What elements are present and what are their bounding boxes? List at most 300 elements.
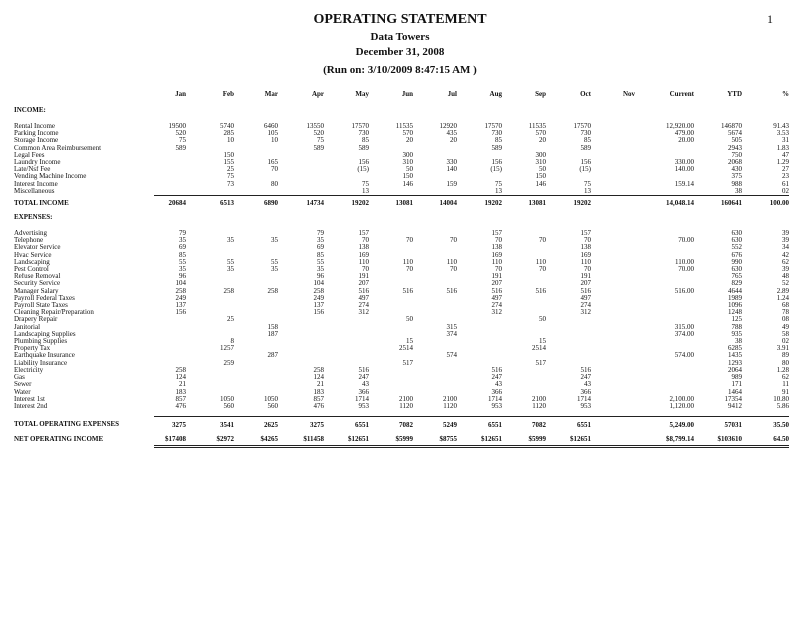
value-cell: 75 <box>227 173 234 181</box>
empty-cell <box>694 212 742 224</box>
value-cell: 11 <box>782 381 789 389</box>
value-cell: 02 <box>782 338 789 346</box>
expense-row <box>14 331 789 338</box>
value-cell: 1120 <box>399 402 413 410</box>
value-cell: 520 <box>175 130 186 138</box>
value-cell: 6551 <box>457 417 502 434</box>
value-cell: 52 <box>782 280 789 288</box>
value-cell: 20684 <box>154 196 186 213</box>
value-cell <box>635 316 694 323</box>
value-cell <box>591 316 635 323</box>
value-cell: 35 <box>227 266 234 274</box>
value-cell <box>186 252 234 259</box>
value-cell: 516 <box>491 287 502 295</box>
value-cell: 146870 <box>721 123 742 130</box>
value-cell <box>591 166 635 173</box>
column-header-row <box>14 91 789 105</box>
column-header: Current <box>669 91 694 98</box>
value-cell <box>591 280 635 287</box>
value-cell: 35 <box>271 266 278 274</box>
value-cell: 1120 <box>443 402 457 410</box>
value-cell <box>546 352 591 359</box>
value-cell: 12,920.00 <box>666 123 694 130</box>
value-cell: 21 <box>179 381 186 389</box>
value-cell: 5249 <box>413 417 457 434</box>
value-cell: 5,249.00 <box>635 417 694 434</box>
value-cell <box>186 374 234 381</box>
value-cell: 125 <box>731 316 742 324</box>
row-label: Legal Fees <box>14 151 45 159</box>
net-operating-income-row <box>14 433 789 447</box>
column-header: Aug <box>489 91 502 98</box>
value-cell: 155 <box>223 159 234 167</box>
column-header: May <box>355 91 369 98</box>
value-cell <box>234 374 278 381</box>
value-cell <box>278 316 324 323</box>
row-label: Landscaping Supplies <box>14 330 76 338</box>
row-label: TOTAL OPERATING EXPENSES <box>14 420 120 429</box>
value-cell: 137 <box>313 302 324 310</box>
empty-cell <box>278 105 324 117</box>
value-cell <box>413 188 457 196</box>
row-label: Cleaning Repair/Preparation <box>14 309 94 317</box>
value-cell <box>591 374 635 381</box>
value-cell: 570 <box>402 130 413 138</box>
empty-cell <box>324 105 369 117</box>
value-cell: 191 <box>358 273 369 281</box>
column-header: Sep <box>535 91 546 98</box>
value-cell <box>154 324 186 331</box>
value-cell: 258 <box>267 287 278 295</box>
expense-row <box>14 338 789 345</box>
empty-cell <box>742 212 789 224</box>
value-cell <box>635 152 694 159</box>
value-cell: 3.53 <box>776 130 789 138</box>
value-cell: 20 <box>406 137 413 145</box>
income-row <box>14 137 789 144</box>
value-cell: 39 <box>782 237 789 245</box>
value-cell <box>457 152 502 159</box>
row-label: Manager Salary <box>14 287 59 295</box>
value-cell <box>369 244 413 251</box>
expense-row <box>14 345 789 352</box>
value-cell <box>502 295 546 302</box>
value-cell: 110 <box>402 258 413 266</box>
value-cell: 516 <box>358 366 369 374</box>
value-cell: 315.00 <box>674 323 694 331</box>
row-label: Pest Control <box>14 266 49 274</box>
value-cell <box>457 345 502 352</box>
value-cell: 138 <box>580 244 591 252</box>
expense-row <box>14 230 789 237</box>
value-cell: 374 <box>446 330 457 338</box>
value-cell: 829 <box>731 280 742 288</box>
total-expenses-row <box>14 417 789 434</box>
row-label: Earthquake Insurance <box>14 352 75 360</box>
value-cell <box>154 338 186 345</box>
value-cell: 1.29 <box>776 159 789 167</box>
expense-row <box>14 302 789 309</box>
value-cell <box>635 309 694 316</box>
value-cell: 110 <box>491 258 502 266</box>
empty-cell <box>546 212 591 224</box>
value-cell: 2.89 <box>776 287 789 295</box>
value-cell: 110 <box>535 258 546 266</box>
value-cell: 6513 <box>186 196 234 213</box>
value-cell <box>324 338 369 345</box>
value-cell: 124 <box>313 374 324 382</box>
value-cell: 64.50 <box>742 433 789 447</box>
value-cell: 516 <box>358 287 369 295</box>
value-cell <box>154 360 186 367</box>
column-header: YTD <box>727 91 742 98</box>
value-cell <box>278 159 324 166</box>
value-cell: 38 <box>735 187 742 195</box>
value-cell: 75 <box>317 137 324 145</box>
value-cell <box>186 367 234 374</box>
income-row <box>14 130 789 137</box>
section-heading-row <box>14 212 789 224</box>
row-label: Sewer <box>14 381 32 389</box>
value-cell <box>591 181 635 188</box>
value-cell: 247 <box>491 374 502 382</box>
value-cell: 552 <box>731 244 742 252</box>
value-cell <box>635 295 694 302</box>
value-cell: 589 <box>580 144 591 152</box>
row-label: Parking Income <box>14 130 59 138</box>
value-cell: 78 <box>782 309 789 317</box>
value-cell: (15) <box>490 166 502 174</box>
value-cell: 2625 <box>234 417 278 434</box>
value-cell <box>413 389 457 396</box>
value-cell: 137 <box>175 302 186 310</box>
value-cell <box>591 252 635 259</box>
value-cell: 70 <box>450 237 457 245</box>
empty-cell <box>502 105 546 117</box>
value-cell: 19202 <box>457 196 502 213</box>
value-cell <box>186 295 234 302</box>
value-cell <box>502 188 546 196</box>
value-cell: 75 <box>362 180 369 188</box>
value-cell: 258 <box>313 366 324 374</box>
value-cell <box>278 173 324 180</box>
row-label: Late/Nsf Fee <box>14 166 51 174</box>
column-header: Apr <box>311 91 324 98</box>
value-cell: 146 <box>535 180 546 188</box>
value-cell: 479.00 <box>674 130 694 138</box>
value-cell <box>502 252 546 259</box>
operating-statement-table <box>14 91 789 448</box>
value-cell <box>278 360 324 367</box>
value-cell <box>278 152 324 159</box>
value-cell: 5674 <box>728 130 742 138</box>
value-cell: 17570 <box>573 123 591 130</box>
value-cell: 21 <box>317 381 324 389</box>
expense-row <box>14 389 789 396</box>
value-cell <box>154 352 186 359</box>
row-label: Rental Income <box>14 123 56 130</box>
value-cell: 788 <box>731 323 742 331</box>
expense-row <box>14 352 789 359</box>
value-cell <box>635 389 694 396</box>
value-cell: 3275 <box>278 417 324 434</box>
value-cell: 55 <box>179 258 186 266</box>
value-cell <box>591 338 635 345</box>
value-cell: 70.00 <box>678 237 694 245</box>
value-cell: 1.83 <box>776 144 789 152</box>
value-cell <box>591 173 635 180</box>
value-cell <box>234 173 278 180</box>
row-label: Electricity <box>14 366 44 374</box>
value-cell: 374.00 <box>674 330 694 338</box>
value-cell: 953 <box>358 402 369 410</box>
value-cell: 35 <box>317 237 324 245</box>
value-cell: 13 <box>584 187 591 195</box>
value-cell <box>324 345 369 352</box>
value-cell <box>502 309 546 316</box>
value-cell <box>413 374 457 381</box>
value-cell: 146 <box>402 180 413 188</box>
value-cell <box>457 331 502 338</box>
value-cell <box>369 280 413 287</box>
value-cell: 516 <box>446 287 457 295</box>
value-cell: 156 <box>358 159 369 167</box>
value-cell: 497 <box>358 294 369 302</box>
value-cell: 38 <box>735 338 742 346</box>
value-cell: 91.43 <box>773 123 789 130</box>
value-cell <box>591 145 635 152</box>
value-cell: 80 <box>271 180 278 188</box>
value-cell: 42 <box>782 251 789 259</box>
value-cell <box>186 273 234 280</box>
value-cell: 750 <box>731 151 742 159</box>
value-cell: 857 <box>175 395 186 403</box>
income-row <box>14 181 789 188</box>
value-cell <box>234 145 278 152</box>
value-cell: 315 <box>446 323 457 331</box>
value-cell: 13081 <box>502 196 546 213</box>
row-label: Interest Income <box>14 180 58 188</box>
value-cell: 48 <box>782 273 789 281</box>
value-cell: 140.00 <box>674 166 694 174</box>
value-cell <box>234 367 278 374</box>
value-cell: 160641 <box>694 196 742 213</box>
value-cell <box>369 252 413 259</box>
row-label: Common Area Reimbursement <box>14 144 102 152</box>
value-cell: 14734 <box>278 196 324 213</box>
row-label: NET OPERATING INCOME <box>14 435 104 444</box>
value-cell <box>635 273 694 280</box>
page-number: 1 <box>767 12 773 26</box>
value-cell <box>591 389 635 396</box>
value-cell: 70 <box>406 237 413 245</box>
value-cell: 207 <box>491 280 502 288</box>
column-header: Feb <box>222 91 234 98</box>
value-cell: 1464 <box>728 388 742 396</box>
value-cell: 3.91 <box>776 345 789 353</box>
expense-row <box>14 381 789 388</box>
value-cell <box>635 345 694 352</box>
value-cell: 330.00 <box>674 159 694 167</box>
value-cell: 3541 <box>186 417 234 434</box>
row-label: Payroll Federal Taxes <box>14 294 75 302</box>
value-cell: 2,100.00 <box>669 395 694 403</box>
value-cell <box>635 280 694 287</box>
value-cell: 1,120.00 <box>669 402 694 410</box>
empty-cell <box>154 105 186 117</box>
value-cell: 570 <box>535 130 546 138</box>
value-cell: 169 <box>580 251 591 259</box>
value-cell: $5999 <box>502 433 546 447</box>
value-cell: 630 <box>731 237 742 245</box>
value-cell: 70 <box>539 237 546 245</box>
value-cell: 765 <box>731 273 742 281</box>
value-cell: 259 <box>223 359 234 367</box>
value-cell <box>502 302 546 309</box>
value-cell: 138 <box>491 244 502 252</box>
value-cell: 70 <box>362 237 369 245</box>
expense-row <box>14 324 789 331</box>
value-cell: 75 <box>584 180 591 188</box>
value-cell <box>234 280 278 287</box>
value-cell: 70.00 <box>678 266 694 274</box>
value-cell: 990 <box>731 258 742 266</box>
value-cell <box>546 360 591 367</box>
value-cell: $8755 <box>413 433 457 447</box>
empty-cell <box>635 105 694 117</box>
value-cell: 435 <box>446 130 457 138</box>
value-cell <box>234 302 278 309</box>
empty-cell <box>591 105 635 117</box>
value-cell: 100.00 <box>742 196 789 213</box>
value-cell <box>635 338 694 345</box>
value-cell: 58 <box>782 330 789 338</box>
column-header: Mar <box>264 91 278 98</box>
value-cell: 14004 <box>413 196 457 213</box>
empty-cell <box>413 105 457 117</box>
value-cell <box>278 345 324 352</box>
expense-row <box>14 237 789 244</box>
expense-row <box>14 266 789 273</box>
value-cell: 520 <box>313 130 324 138</box>
value-cell: 159.14 <box>674 180 694 188</box>
value-cell <box>502 389 546 396</box>
value-cell: 1714 <box>355 395 369 403</box>
value-cell: 156 <box>491 159 502 167</box>
row-label: Security Service <box>14 280 61 288</box>
expense-row <box>14 396 789 403</box>
value-cell <box>278 188 324 196</box>
value-cell <box>591 288 635 295</box>
value-cell <box>635 374 694 381</box>
value-cell: 157 <box>491 230 502 238</box>
value-cell: 23 <box>782 173 789 181</box>
value-cell: 1989 <box>728 294 742 302</box>
value-cell: 35 <box>271 237 278 245</box>
value-cell <box>546 173 591 180</box>
value-cell: 70 <box>271 166 278 174</box>
value-cell <box>324 173 369 180</box>
value-cell <box>154 345 186 352</box>
column-header: Jul <box>447 91 457 98</box>
value-cell <box>186 389 234 396</box>
value-cell: 02 <box>782 187 789 195</box>
value-cell: 516 <box>491 366 502 374</box>
value-cell: 517 <box>535 359 546 367</box>
value-cell: 953 <box>491 402 502 410</box>
value-cell <box>369 295 413 302</box>
value-cell: 156 <box>580 159 591 167</box>
value-cell <box>324 352 369 359</box>
value-cell <box>234 152 278 159</box>
value-cell: 35.50 <box>742 417 789 434</box>
value-cell <box>546 331 591 338</box>
section-heading: INCOME: <box>14 106 46 115</box>
value-cell: 70 <box>495 266 502 274</box>
value-cell: 6285 <box>728 345 742 353</box>
value-cell: $4265 <box>234 433 278 447</box>
value-cell <box>154 166 186 173</box>
row-label: Water <box>14 388 31 396</box>
value-cell: 476 <box>175 402 186 410</box>
row-label: Gas <box>14 374 25 382</box>
row-label: Drapery Repair <box>14 316 58 324</box>
value-cell: 57031 <box>694 417 742 434</box>
value-cell <box>186 230 234 237</box>
value-cell: 312 <box>580 309 591 317</box>
value-cell <box>369 324 413 331</box>
value-cell: 6551 <box>324 417 369 434</box>
value-cell <box>413 252 457 259</box>
expense-row <box>14 273 789 280</box>
value-cell <box>546 152 591 159</box>
value-cell: (15) <box>357 166 369 174</box>
value-cell: 110 <box>580 258 591 266</box>
income-row <box>14 145 789 152</box>
value-cell: 20.00 <box>678 137 694 145</box>
value-cell: 12920 <box>439 123 457 130</box>
value-cell: $12651 <box>546 433 591 447</box>
value-cell <box>186 280 234 287</box>
expense-row <box>14 295 789 302</box>
value-cell: 330 <box>446 159 457 167</box>
row-label: Payroll State Taxes <box>14 302 68 310</box>
value-cell <box>234 252 278 259</box>
value-cell: 6551 <box>546 417 591 434</box>
empty-cell <box>278 212 324 224</box>
column-header: Oct <box>580 91 591 98</box>
value-cell: 89 <box>782 352 789 360</box>
total-income-row <box>14 196 789 213</box>
empty-cell <box>234 212 278 224</box>
empty-cell <box>546 105 591 117</box>
row-label: Storage Income <box>14 137 59 145</box>
value-cell <box>591 130 635 137</box>
value-cell <box>234 389 278 396</box>
value-cell <box>502 374 546 381</box>
value-cell: 1096 <box>728 302 742 310</box>
value-cell <box>154 173 186 180</box>
value-cell <box>502 230 546 237</box>
run-timestamp: (Run on: 3/10/2009 8:47:15 AM ) <box>323 64 477 76</box>
column-header: Nov <box>622 91 635 98</box>
value-cell: 31 <box>782 137 789 145</box>
value-cell: 1257 <box>220 345 234 353</box>
value-cell: 207 <box>358 280 369 288</box>
value-cell <box>591 237 635 244</box>
income-row <box>14 159 789 166</box>
empty-cell <box>154 212 186 224</box>
